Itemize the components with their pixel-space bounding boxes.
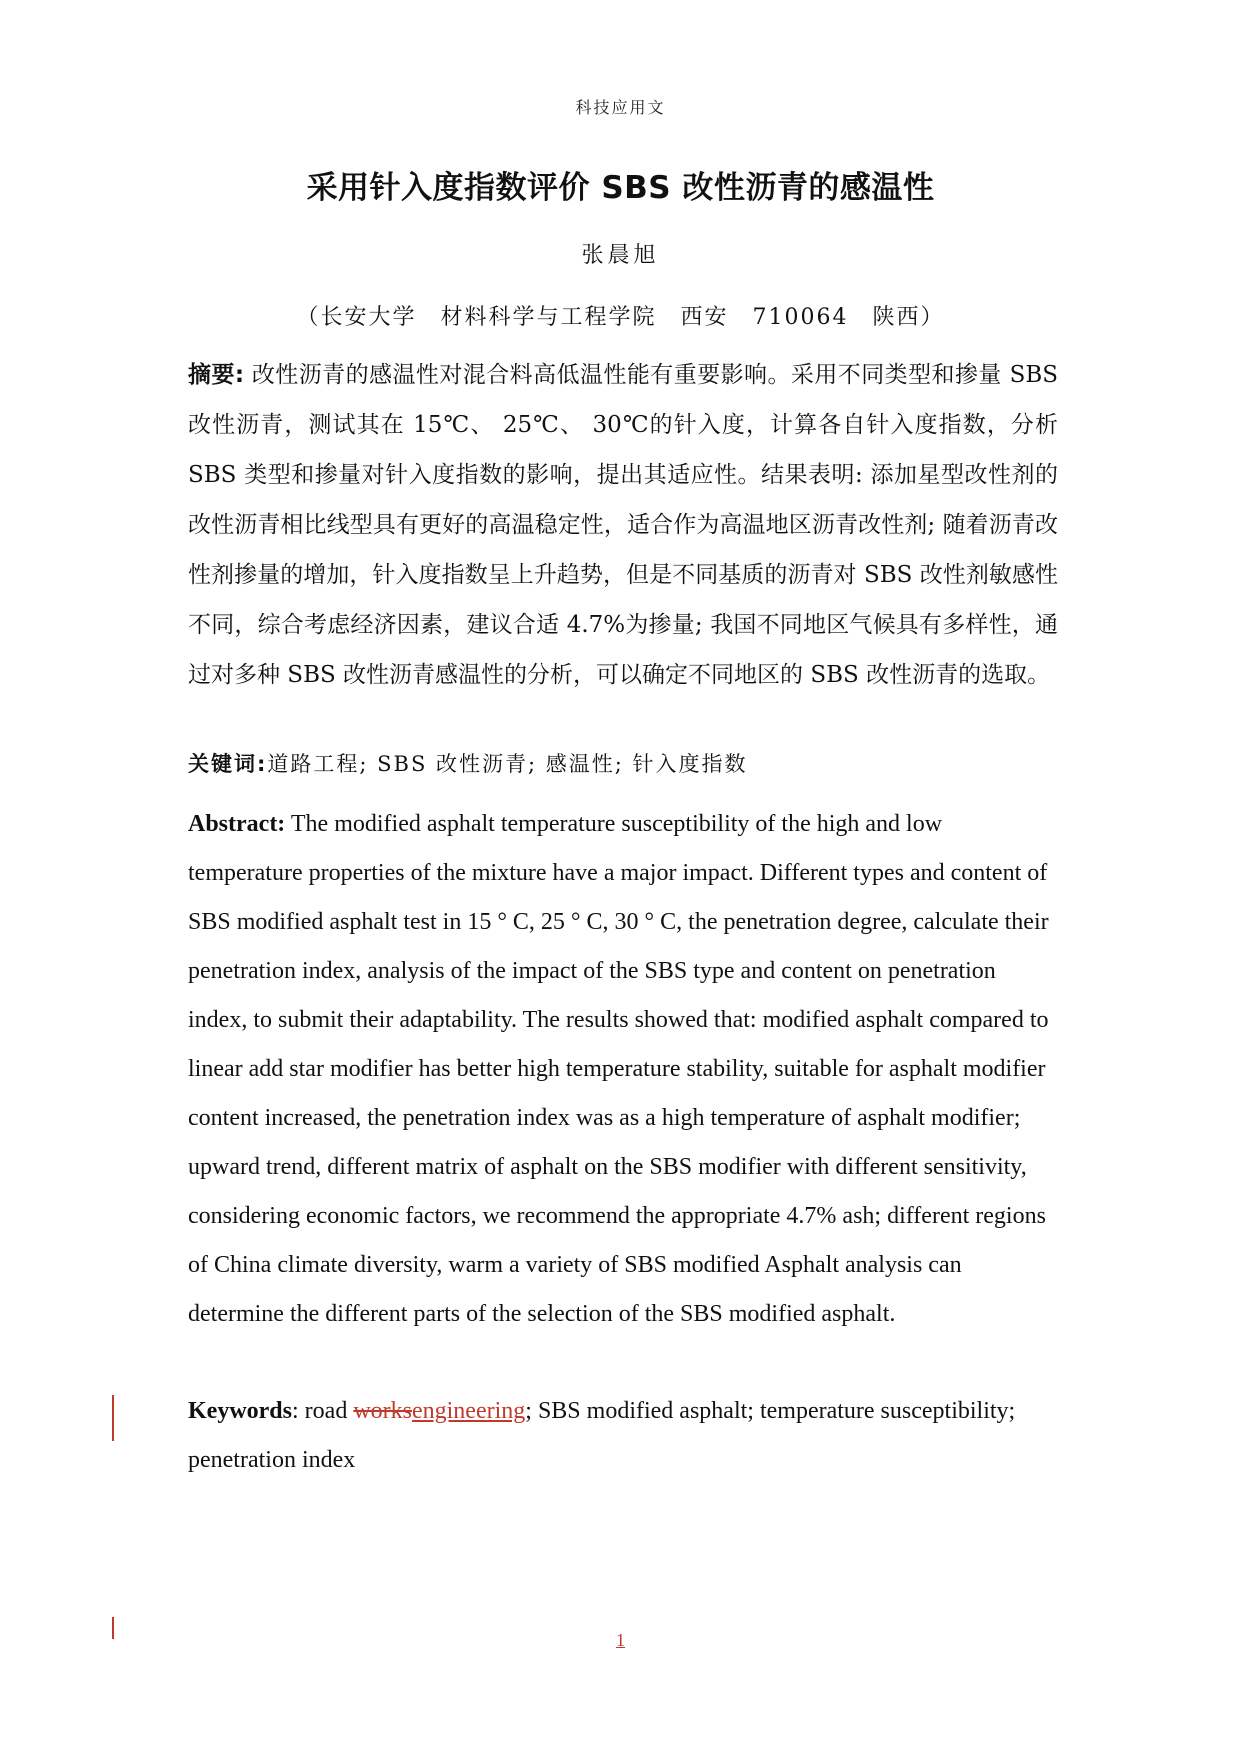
paper-author: 张晨旭	[581, 243, 660, 268]
page-number: 1	[616, 1630, 625, 1650]
paper-title: 采用针入度指数评价 SBS 改性沥青的感温性	[306, 170, 935, 206]
chinese-keywords-text: 道路工程; SBS 改性沥青; 感温性; 针入度指数	[267, 752, 748, 776]
author-affiliation: （长安大学 材料科学与工程学院 西安 710064 陕西）	[296, 305, 945, 330]
english-keywords	[188, 1387, 1058, 1485]
chinese-keywords-label: 关键词:	[188, 752, 268, 776]
chinese-keywords	[188, 748, 1058, 778]
running-header: 科技应用文	[575, 98, 666, 117]
english-keywords-prefix: : road	[292, 1398, 354, 1424]
english-keywords-label: Keywords	[188, 1398, 292, 1424]
tracked-insertion: engineering	[411, 1398, 526, 1424]
revision-change-bar	[112, 1395, 114, 1441]
tracked-deletion: works	[353, 1398, 412, 1424]
english-abstract-label: Abstract:	[188, 811, 286, 837]
chinese-abstract-text: 改性沥青的感温性对混合料高低温性能有重要影响。采用不同类型和掺量 SBS 改性沥青，测试其在 15℃、 25℃、 30℃的针入度，计算各自针入度指数，分析 SBS 类型和掺量对针入度指数的影响，提出其适应性。结果表明: 添加星型改性剂的改性沥青相比线型具有更好的高温稳定性，适合作为高温地区沥青改性剂; 随着沥青改性剂掺量的增加，针入度指数呈上升趋势，但是不同基质的沥青对 SBS 改性剂敏感性不同，综合考虑经济因素，建议合适 4.7%为掺量; 我国不同地区气候具有多样性，通过对多种 SBS 改性沥青感温性的分析，可以确定不同地区的 SBS 改性沥青的选取。	[188, 362, 1058, 688]
english-keywords-suffix: ; SBS modified asphalt; temperature susceptibility; penetration index	[188, 1398, 1016, 1473]
chinese-abstract	[188, 350, 1058, 700]
english-abstract-text: The modified asphalt temperature susceptibility of the high and low temperature properties of the mixture have a major impact. Different types and content of SBS modified asphalt test in 15 ° C, 25 ° C, 30 ° C, the penetration degree, calculate their penetration index, analysis of the impact of the SBS type and content on penetration index, to submit their adaptability. The results showed that: modified asphalt compared to linear add star modifier has better high temperature stability, suitable for asphalt modifier content increased, the penetration index was as a high temperature of asphalt modifier; upward trend, different matrix of asphalt on the SBS modifier with different sensitivity, considering economic factors, we recommend the appropriate 4.7% ash; different regions of China climate diversity, warm a variety of SBS modified Asphalt analysis can determine the different parts of the selection of the SBS modified asphalt.	[188, 811, 1049, 1327]
english-abstract	[188, 800, 1058, 1339]
chinese-abstract-label: 摘要:	[188, 362, 245, 388]
